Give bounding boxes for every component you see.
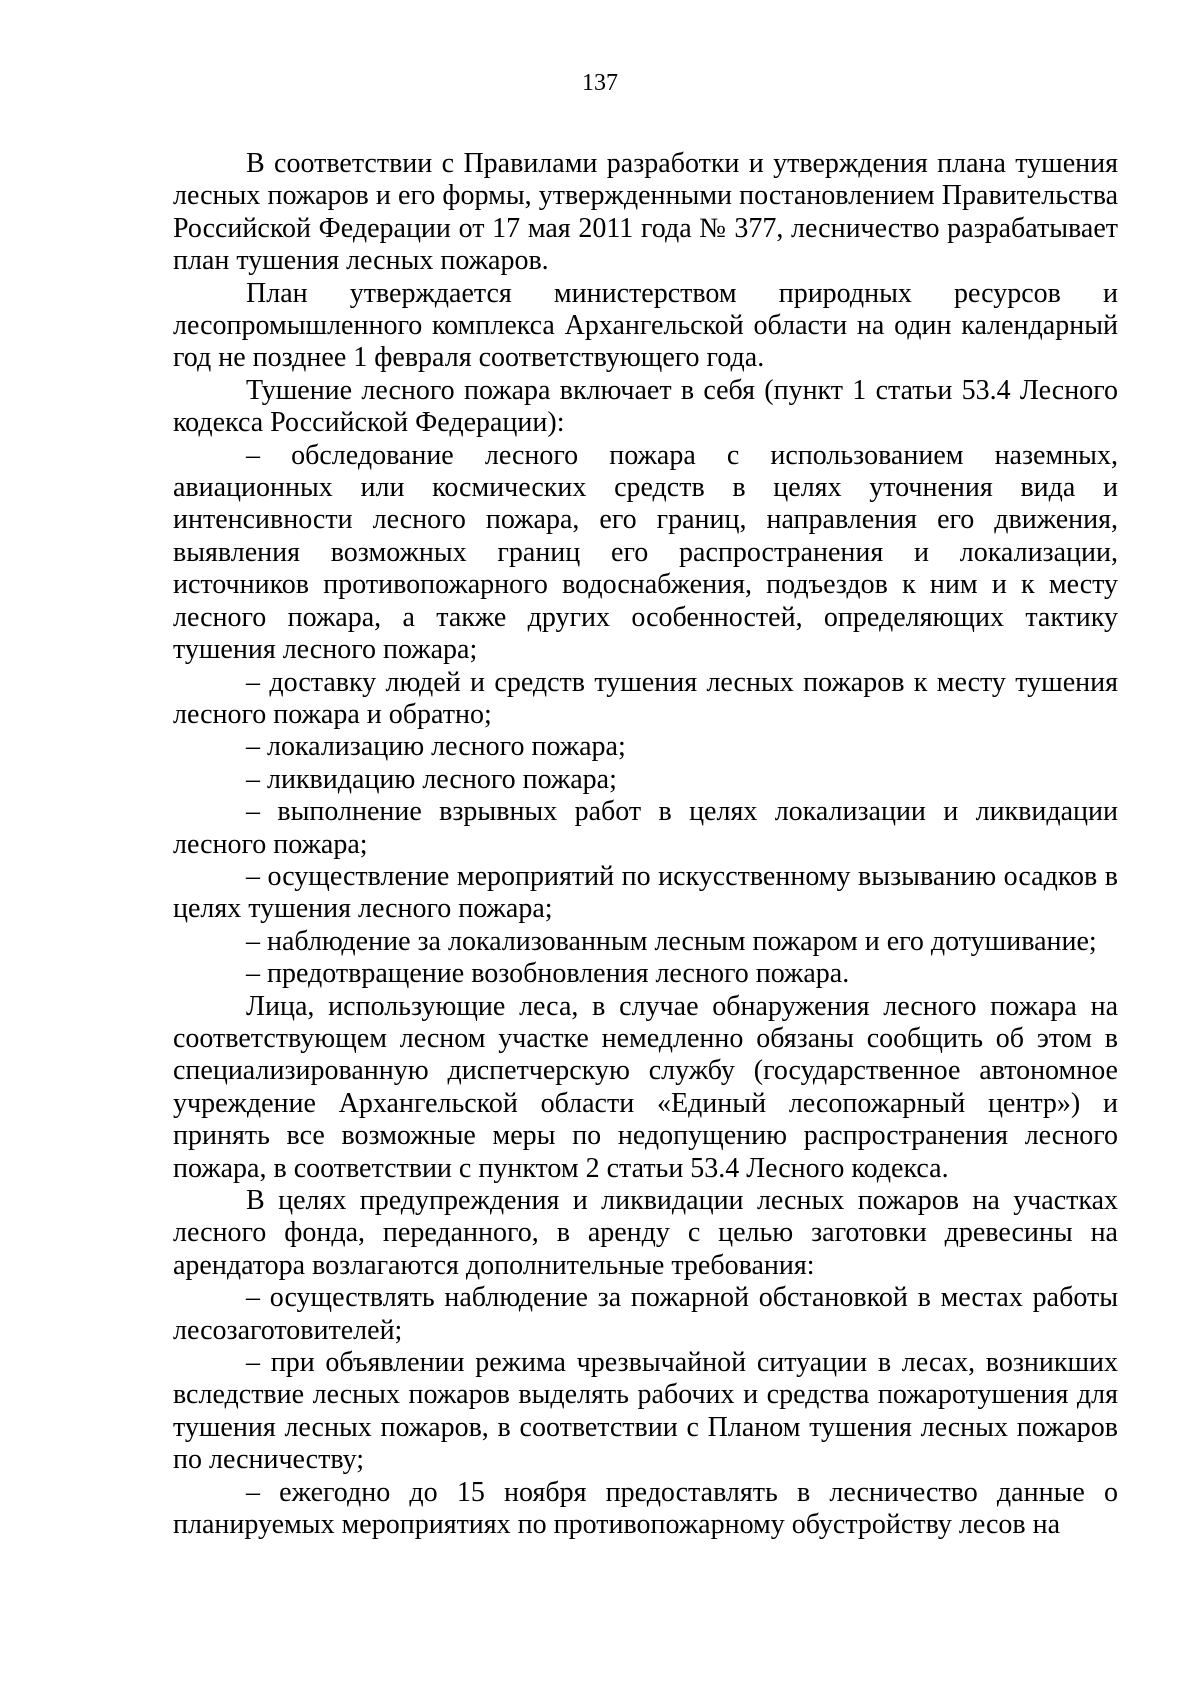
list-item: – ежегодно до 15 ноября предоставлять в лесничество данные о планируемых мероприятиях по противопожарному обустройству лесов на (173, 1476, 1118, 1541)
paragraph: В целях предупреждения и ликвидации лесных пожаров на участках лесного фонда, переданного, в аренду с целью заготовки древесины на арендатора возлагаются дополнительные требования: (173, 1185, 1118, 1281)
list-item: – предотвращение возобновления лесного пожара. (246, 958, 850, 990)
list-item: – доставку людей и средств тушения лесных пожаров к месту тушения лесного пожара и обратно; (173, 666, 1118, 730)
list-item: – осуществлять наблюдение за пожарной обстановкой в местах работы лесозаготовителей; (173, 1282, 1118, 1346)
list-item: – при объявлении режима чрезвычайной ситуации в лесах, возникших вследствие лесных пожаров выделять рабочих и средства пожаротушения для тушения лесных пожаров, в соответствии с Планом тушения лесных пожаров по лесничеству; (173, 1347, 1118, 1476)
page-number: 137 (582, 70, 618, 96)
list-item: – наблюдение за локализованным лесным пожаром и его дотушивание; (246, 925, 1097, 957)
paragraph: В соответствии с Правилами разработки и утверждения плана тушения лесных пожаров и его формы, утвержденными постановлением Правительства Российской Федерации от 17 мая 2011 года № 377, лесничество разрабатывает план тушения лесных пожаров. (173, 148, 1118, 277)
list-item: – выполнение взрывных работ в целях локализации и ликвидации лесного пожара; (173, 796, 1118, 860)
paragraph: Тушение лесного пожара включает в себя (пункт 1 статьи 53.4 Лесного кодекса Российской Федерации): (173, 374, 1118, 439)
list-item: – ликвидацию лесного пожара; (246, 763, 617, 795)
list-item: – обследование лесного пожара с использованием наземных, авиационных или космических средств в целях уточнения вида и интенсивности лесного пожара, его границ, направления его движения, выявления возможных границ его распространения и локализации, источников противопожарного водоснабжения, подъездов к ним и к месту лесного пожара, а также других особенностей, определяющих тактику тушения лесного пожара; (173, 439, 1118, 666)
paragraph: План утверждается министерством природных ресурсов и лесопромышленного комплекса Архангельской области на один календарный год не позднее 1 февраля соответствующего года. (173, 277, 1118, 374)
list-item: – осуществление мероприятий по искусственному вызыванию осадков в целях тушения лесного пожара; (173, 860, 1118, 925)
list-item: – локализацию лесного пожара; (246, 731, 626, 763)
paragraph: Лица, использующие леса, в случае обнаружения лесного пожара на соответствующем лесном участке немедленно обязаны сообщить об этом в специализированную диспетчерскую службу (государственное автономное учреждение Архангельской области «Единый лесопожарный центр») и принять все возможные меры по недопущению распространения лесного пожара, в соответствии с пунктом 2 статьи 53.4 Лесного кодекса. (173, 990, 1118, 1184)
document-body (173, 148, 1118, 1541)
